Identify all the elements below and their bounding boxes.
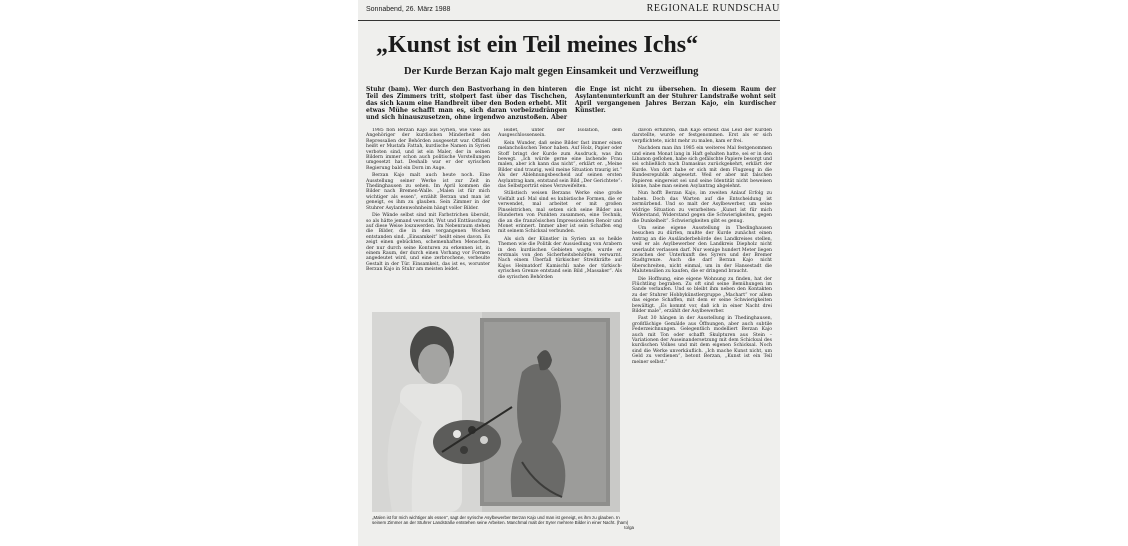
lead-text: Wer durch den Bastvorhang in den hinteren Teil des Zimmers tritt, stolpert fast über das Tischchen, das sich kaum eine Handbreit über den Boden erhebt. Mit etwas Mühe schafft man es, sich daran vorbeizudrängen und sich hinauszusetzen, ohne irgendwo anzustoßen. Aber die Enge ist nicht zu übersehen. In diesem Raum der Asylantenunterkunft an der Stuhrer Landstraße wohnt seit April vergangenen Jahres Berzan Kajo, ein kurdischer Künstler.: [366, 86, 776, 121]
subheadline: Der Kurde Berzan Kajo malt gegen Einsamkeit und Verzweiflung: [404, 66, 699, 77]
lead-paragraph: [366, 86, 776, 121]
newspaper-page: [358, 0, 780, 546]
body-paragraph: leidet, unter der Isolation, dem Ausgeschlossensein.: [498, 128, 622, 139]
photo-credit: to/ga: [624, 525, 634, 531]
body-paragraph: Fast 30 hängen in der Ausstellung in Thedinghausen, großflächige Gemälde aus Öffnungen, aber auch subtile Federzeichnungen. Gelegentlich modelliert Berzan Kajo auch mit Ton oder schafft Skulpturen aus Stein – Variationen der Auseinandersetzung mit dem Schicksal des kurdischen Volkes und mit dem eigenen Schicksal. Noch sind die Werke unverkäuflich. „Ich mache Kunst nicht, um Geld zu verdienen“, betont Berzan, „Kunst ist ein Teil meiner selbst.“: [632, 316, 772, 365]
issue-date: Sonnabend, 26. März 1988: [366, 6, 451, 13]
byline: Stuhr (bam).: [366, 86, 411, 93]
body-paragraph: Berzan Kajo malt auch heute noch. Eine Ausstellung seiner Werke ist zur Zeit in Thedinghausen zu sehen. Im April kommen die Bilder nach Bremen-Walle. „Malen ist für mich wichtiger als essen“, erzählt Berzan und man ist geneigt, es ihm zu glauben. Sein Zimmer in der Stuhrer Asylantenwohnheim hängt voller Bilder.: [366, 173, 490, 211]
headline: „Kunst ist ein Teil meines Ichs“: [376, 32, 699, 58]
article-photo: [372, 312, 620, 512]
section-title: REGIONALE RUNDSCHAU: [646, 3, 780, 14]
body-column-3: [632, 128, 772, 518]
body-paragraph: Nachdem man ihn 1985 ein weiteres Mal festgenommen und einen Monat lang in Haft gehalten hatte, sei er in den Libanon geflohen, habe sich gefälschte Papiere besorgt und sei schließlich nach Damaskus zurückgekehrt, erklärt der Kurde. Von dort habe er sich mit dem Flugzeug in die Bundesrepublik abgesetzt. Weil er aber mit falschen Papieren eingereist sei und seine Identität nicht beweisen könne, habe man seinen Asylantrag abgelehnt.: [632, 146, 772, 190]
body-paragraph: Die Hoffnung, eine eigene Wohnung zu finden, hat der Flüchtling begraben. Zu oft sind seine Bemühungen im Sande verlaufen. Und so bleibt ihm neben den Kontakten zu der Stuhrer Hobbykünstlergruppe „Machart“ vor allem das eigene Schaffen, mit dem er seine Schwierigkeiten bewältigt. „Es kommt vor, daß ich in einer Nacht drei Bilder male“, erzählt der Asylbewerber.: [632, 276, 772, 314]
artist-with-painting-photo: [372, 312, 620, 512]
body-paragraph: Als sich der Künstler in Syrien an so heikle Themen wie die Politik der Aussiedlung von Arabern in den kurdischen Gebieten wagte, wurde er erstmals von den Sicherheitsbehörden verwarnt. Nach einem Überfall türkischer Streitkräfte auf Kajos Heimatdorf Kamischli nahe der türkisch-syrischen Grenze entstand sein Bild „Massaker“. Als die syrischen Behörden: [498, 236, 622, 280]
body-column-2: [498, 128, 622, 308]
masthead: [358, 0, 780, 21]
caption-text: „Malen ist für mich wichtiger als essen“, sagt der syrische Asylbewerber Berzan Kajo und man ist geneigt, es ihm zu glauben. In seinem Zimmer an der Stuhrer Landstraße entstehen seine Arbeiten. Manchmal malt der Syrer mehrere Bilder in einer Nacht. (ham): [372, 515, 629, 526]
body-paragraph: Stilistisch weisen Berzans Werke eine große Vielfalt auf: Mal sind es kubistische Formen, die er verwendet, mal arbeitet er mit großen Pinselstrichen, mal setzen sich seine Bilder aus Hunderten von Punkten zusammen, eine Technik, die an die französischen Impressionisten Renoir und Monet erinnert. Immer aber ist sein Schaffen eng mit seinem Schicksal verbunden.: [498, 191, 622, 235]
body-paragraph: Um seine eigene Ausstellung in Thedinghausen besuchen zu dürfen, mußte der Kurde zunächst einen Antrag an die Ausländerbehörde des Landkreises stellen, weil er als Asylbewerber den Landkreis Diepholz nicht unerlaubt verlassen darf. Nur wenige hundert Meter liegen zwischen der Unterkunft des Syrers und der Bremer Stadtgrenze. Auch die darf Berzan Kajo nicht überschreiten, nicht einmal, um in der Hansestadt die Malutensilien zu kaufen, die er dringend braucht.: [632, 225, 772, 275]
body-paragraph: 1985 floh Berzan Kajo aus Syrien, wie viele als Angehöriger der kurdischen Minderheit den Repressalien der Behörden ausgesetzt war. Offiziell heißt er Mustafa Fattah, kurdische Namen in Syrien verboten sind, und ist ein Maler, der in seinen Bildern immer schon auch politische Vorstellungen umgesetzt hat. Deshalb war er der syrischen Regierung bald ein Dorn im Auge.: [366, 128, 490, 171]
body-paragraph: Kein Wunder, daß seine Bilder fast immer einen melancholischen Tenor haben. Auf Holz, Papier oder Stoff bringt der Kurde zum Ausdruck, was ihn bewegt. „Ich würde gerne eine lachende Frau malen, aber ich kann das nicht“, erklärt er. „Meine Bilder sind traurig, weil meine Situation traurig ist.“ Als der Ablehnungsbescheid auf seinen ersten Asylantrag kam, entstand sein Bild „Der Gerichtete“: das Selbstporträt eines Verzweifelten.: [498, 140, 622, 190]
photo-caption: [372, 515, 634, 531]
body-paragraph: Nun hofft Berzan Kajo, im zweiten Anlauf Erfolg zu haben. Doch das Warten auf die Entscheidung ist zermürbend. Und so malt der Asylbewerber, um seine widrige Situation zu verarbeiten: „Kunst ist für mich Widerstand, Widerstand gegen die Schwierigkeiten, gegen die Dunkelheit“. Schwierigkeiten gibt es genug.: [632, 191, 772, 224]
body-paragraph: Die Wände selbst sind mit Farbstrichen übersät, so als hätte jemand versucht, Wut und Enttäuschung auf diese Weise loszuwerden. Im Nebenraum stehen die Bilder, die in den vergangenen Wochen entstanden sind. „Einsamkeit“ heißt eines davon. Es zeigt einen gebückten, schemenhaften Menschen, der nur durch seine Konturen zu erkennen ist, in einem Raum, der durch einen Vorhang vor Formen angedeutet wird, und eine zerbrochene, verbeulte Gestalt in der Tür. Einsamkeit, das ist es, worunter Berzan Kajo in Stuhr am meisten leidet.: [366, 213, 490, 273]
body-paragraph: davon erfuhren, daß Kajo erneut das Leid der Kurden darstellte, wurde er festgenommen. Erst als er sich verpflichtete, nicht mehr zu malen, kam er frei.: [632, 128, 772, 144]
body-column-1: [366, 128, 490, 308]
